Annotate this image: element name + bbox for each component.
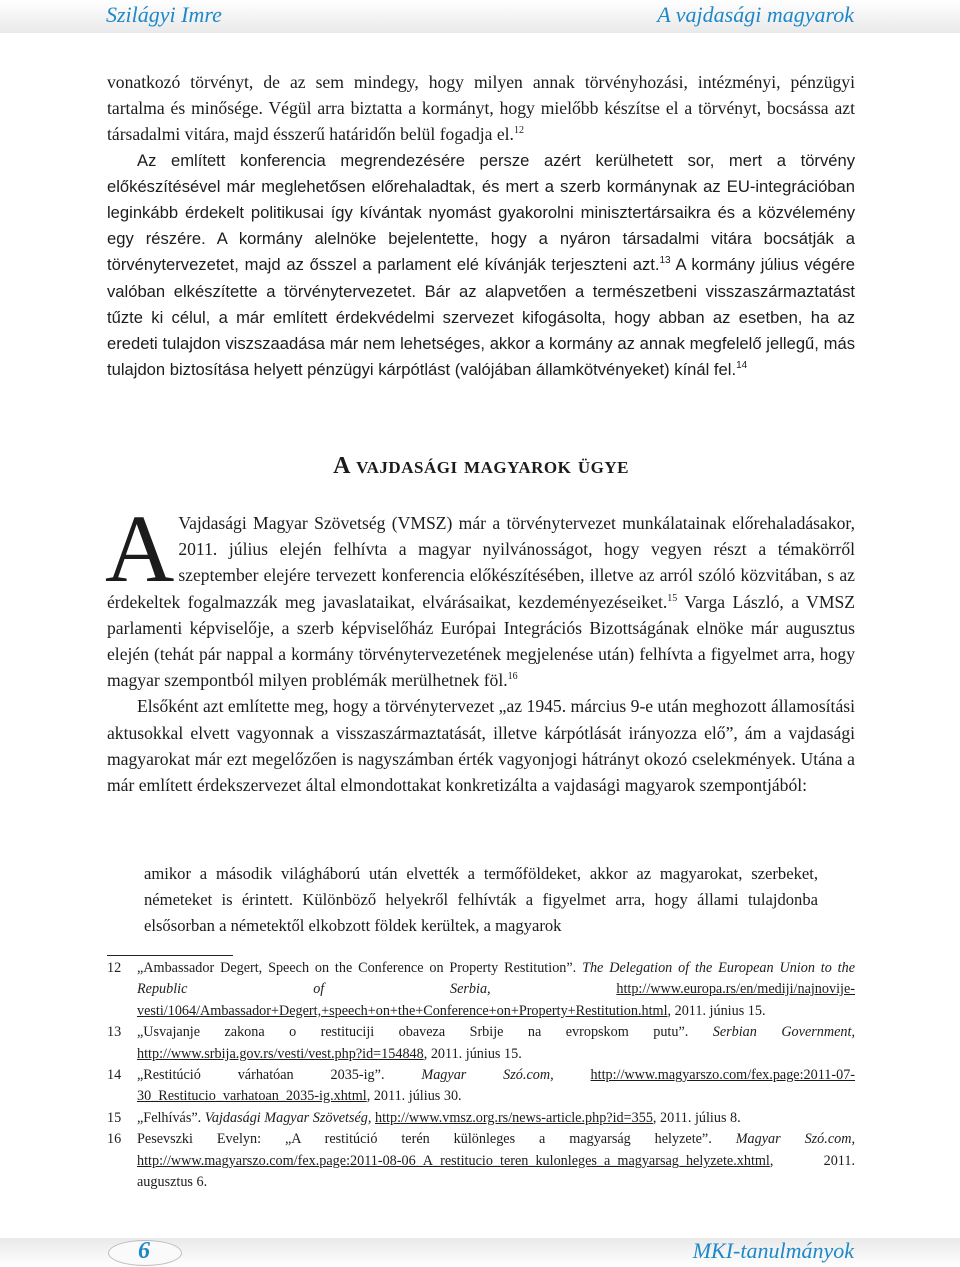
footnotes [107,958,855,1193]
footnote-16: 16 Pesevszki Evelyn: „A restitúció terén különleges a magyarság helyzete”. Magyar Szó.com, http://www.magyarszo.com/fex.page:2011-08-06_A_restitucio_teren_kulonleges_a_magyarsag_helyzete.xhtml, 2011. augusztus 6. [107,1131,856,1191]
drop-cap: A [105,495,175,602]
footnote-link[interactable]: http://www.vmsz.org.rs/news-article.php?id=355 [375,1109,653,1126]
footnote-15: 15 „Felhívás”. Vajdasági Magyar Szövetség, http://www.vmsz.org.rs/news-article.php?id=355, 2011. július 8. [107,1108,855,1129]
paragraph-1: vonatkozó törvényt, de az sem mindegy, hogy milyen annak törvényhozási, intézményi, pénzügyi tartalma és minősége. Végül arra biztatta a kormányt, hogy mielőbb készítse el a törvényt, bocsássa azt társadalmi vitára, majd ésszerű határidőn belül fogadja el.$^{12}$ [107,72,855,145]
footnote-link[interactable]: http://www.magyarszo.com/fex.page:2011-07-30_Restitucio_varhatoan_2035-ig.xhtml [137,1067,856,1105]
footnote-link[interactable]: http://www.europa.rs/en/mediji/najnovije-vesti/1064/Ambassador+Degert,+speech+on+the+Conference+on+Property+Restitution.html [137,981,855,1019]
header-title: A vajdasági magyarok [657,2,854,27]
section-heading: A vajdasági magyarok ügye [333,453,629,479]
page-number: 6 [138,1238,150,1264]
body-text-top [107,69,855,383]
footnote-ref-12[interactable]: 12 [513,125,524,137]
footnote-14: 14 „Restitúció várhatóan 2035-ig”. Magyar Szó.com, http://www.magyarszo.com/fex.page:2011-07-30_Restitucio_varhatoan_2035-ig.xhtml, 2011. július 30. [107,1067,856,1105]
header-author: Szilágyi Imre [106,2,222,27]
paragraph-2: Az említett konferencia megrendezésére persze azért kerülhetett sor, mert a törvény előkészítésével már meglehetősen előrehaladtak, és mert a szerb kormánynak az EU-integrációban leginkább érdekelt politikusai így kívántak nyomást gyakorolni minisztertársaikra és a közvélemény egy részére. A kormány alelnöke bejelentette, hogy a nyáron társadalmi vitára bocsátják a törvénytervezetet, majd az ősszel a parlament elé kívánják terjeszteni azt.$^{13}$ A kormány július végére valóban elkészítette a törvénytervezetet. Bár az alapvetően a természetbeni visszaszármaztatást tűzte ki célul, a már említett érdekvédelmi szervezet kifogásolta, hogy abban az esetben, ha az eredeti tulajdon viszszaadása már nem lehetséges, akkor a kormány az annak megfelelő jellegű, más tulajdon biztosítása helyett pénzügyi kárpótlást (valójában államkötvényeket) kínál fel.$^{14}$ [107,150,856,380]
footnote-13: 13 „Usvajanje zakona o restituciji obaveza Srbije na evropskom putu”. Serbian Government, http://www.srbija.gov.rs/vesti/vest.php?id=154848, 2011. június 15. [107,1024,855,1062]
footnote-ref-16[interactable]: 16 [507,671,518,683]
quote-text: amikor a második világháború után elvették a termőföldeket, akkor az magyarokat, szerbeket, németeket is érintett. Különböző helyekről felhívták a figyelmet arra, hogy állami tulajdonba elsősorban a németektől elkobzott földek kerültek, a magyarok [144,864,818,935]
footnote-ref-14[interactable]: 14 [736,360,748,372]
footnote-number: 13 [107,1024,122,1041]
footnote-ref-15[interactable]: 15 [667,592,678,604]
footnote-number: 14 [107,1067,122,1084]
footnote-ref-13[interactable]: 13 [659,255,671,267]
body-text-section [105,495,856,798]
footnote-number: 12 [107,960,122,976]
footnote-link[interactable]: http://www.magyarszo.com/fex.page:2011-08-06_A_restitucio_teren_kulonleges_a_magyarsag_helyzete.xhtml [137,1152,770,1169]
footnote-link[interactable]: http://www.srbija.gov.rs/vesti/vest.php?id=154848 [137,1045,424,1062]
footnote-number: 16 [107,1131,122,1148]
footnote-divider [107,955,233,956]
footnote-number: 15 [107,1109,122,1126]
running-header [0,0,960,33]
footnote-12: 12 „Ambassador Degert, Speech on the Conference on Property Restitution”. The Delegation of the European Union to the Republic of Serbia, http://www.europa.rs/en/mediji/najnovije-vesti/1064/Ambassador+Degert,+speech+on+the+Conference+on+Property+Restitution.html, 2011. június 15. [107,960,855,1019]
block-quote [144,861,818,939]
paragraph-4: Elsőként azt említette meg, hogy a törvénytervezet „az 1945. március 9-e után meghozott államosítási aktusokkal elvett vagyonnak a visszaszármaztatását, illetve kárpótlását irányozza elő”, ám a vajdasági magyarokat már ezt megelőzően is nagyszámban érték vagyonjogi hátrányt okozó cselekmények. Utána a már említett érdekszervezet által elmondottakat konkretizálta a vajdasági magyarok szempontjából: [107,696,855,796]
footer-journal: MKI-tanulmányok [692,1238,854,1263]
paragraph-3: A Vajdasági Magyar Szövetség (VMSZ) már a törvénytervezet munkálatainak előrehaladásakor, 2011. július elején felhívta a magyar nyilvánosságot, hogy vegyen részt a témakörről szeptember elejére tervezett konferencia előkészítésében, illetve az arról szóló közvitában, s az érdekeltek fogalmazzák meg javaslataikat, elvárásaikat, kezdeményezéseiket.$^{15}$ Varga László, a VMSZ parlamenti képviselője, a szerb képviselőház Európai Integrációs Bizottságának elnöke már augusztus elején (tehát pár nappal a kormány törvénytervezetének megjelenése után) felhívta a figyelmet arra, hogy magyar szempontból milyen problémák merülhetnek föl.$^{16}$ [105,495,856,691]
